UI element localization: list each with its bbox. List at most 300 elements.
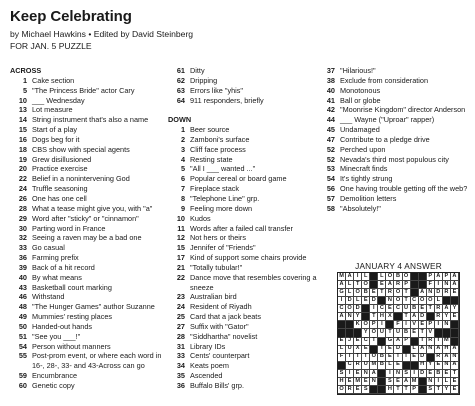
grid-letter-cell: E (354, 386, 362, 394)
clue-text: Ball or globe (340, 95, 381, 105)
clue-number: 37 (326, 66, 335, 75)
clue-number: 17 (176, 253, 185, 263)
grid-letter-cell: L (362, 273, 370, 281)
grid-letter-cell: M (338, 273, 346, 281)
puzzle-title: Keep Celebrating (10, 8, 132, 25)
clue-number: 4 (180, 154, 185, 164)
grid-letter-cell: L (378, 273, 386, 281)
grid-letter-cell: B (411, 305, 419, 313)
grid-letter-cell: T (394, 354, 402, 362)
grid-letter-cell: C (394, 305, 402, 313)
grid-letter-cell: D (419, 354, 427, 362)
clue-item (10, 155, 165, 165)
grid-letter-cell: N (427, 289, 435, 297)
clue-text: Go casual (32, 243, 65, 253)
clue-item (168, 322, 318, 332)
grid-letter-cell: E (362, 346, 370, 354)
grid-letter-cell: G (338, 289, 346, 297)
grid-letter-cell: E (386, 346, 394, 354)
clue-item (168, 194, 318, 204)
clue-item (318, 115, 468, 125)
clue-item (168, 381, 318, 391)
clue-text: Genetic copy (32, 381, 75, 390)
grid-letter-cell: F (427, 281, 435, 289)
grid-letter-cell: A (451, 281, 459, 289)
down-heading: DOWN (168, 115, 192, 125)
clue-number: 55 (18, 351, 27, 361)
grid-letter-cell: Y (362, 329, 370, 337)
clue-number: 31 (176, 341, 185, 351)
clue-number: 52 (326, 154, 335, 164)
grid-letter-cell: E (411, 354, 419, 362)
clue-number: 38 (326, 75, 335, 85)
grid-letter-cell: T (394, 386, 402, 394)
grid-black-square (419, 386, 427, 394)
clue-number: 52 (326, 144, 335, 154)
clue-number: 51 (18, 331, 27, 341)
grid-letter-cell: P (443, 273, 451, 281)
clue-number: 28 (18, 203, 27, 213)
grid-letter-cell: E (370, 289, 378, 297)
grid-letter-cell: D (394, 346, 402, 354)
grid-black-square (370, 386, 378, 394)
grid-letter-cell: P (411, 386, 419, 394)
clue-item (318, 184, 468, 194)
grid-letter-cell: I (435, 281, 443, 289)
clue-item (10, 332, 165, 342)
grid-letter-cell: N (443, 281, 451, 289)
clue-item (168, 292, 318, 302)
clue-number: 63 (176, 85, 185, 95)
spacer (168, 105, 318, 115)
grid-letter-cell: T (427, 305, 435, 313)
clue-text: ___ Wednesday (32, 95, 85, 105)
grid-letter-cell: N (427, 346, 435, 354)
clue-item (168, 135, 318, 145)
grid-letter-cell: P (403, 338, 411, 346)
clue-number: 40 (326, 85, 335, 95)
clue-number: 60 (18, 381, 27, 390)
clue-number: 28 (176, 331, 185, 341)
clue-number: 44 (326, 115, 335, 125)
clue-text: Nevada's third most populous city (340, 154, 449, 164)
clue-text: 911 responders, briefly (190, 95, 264, 105)
answer-title: JANUARY 4 ANSWER (355, 261, 442, 271)
clue-number: 12 (176, 233, 185, 243)
grid-letter-cell: E (362, 378, 370, 386)
clue-text: "Telephone Line" grp. (190, 193, 260, 203)
clue-number: 48 (18, 302, 27, 312)
grid-letter-cell: I (354, 273, 362, 281)
clue-text: Dripping (190, 75, 218, 85)
clue-item (10, 214, 165, 224)
clue-item (318, 145, 468, 155)
grid-letter-cell: E (386, 354, 394, 362)
clue-text: 16-, 28-, 33- and 43-Across can go (32, 361, 145, 371)
clue-item (168, 204, 318, 214)
clue-item (10, 263, 165, 273)
clue-item (168, 332, 318, 342)
clue-item (318, 164, 468, 174)
clue-item (10, 253, 165, 263)
clue-text: What a tease might give you, with "a" (32, 203, 153, 213)
clue-text: Word after "sticky" or "cinnamon" (32, 213, 139, 223)
clue-item (318, 96, 468, 106)
byline: by Michael Hawkins • Edited by David Steinberg (10, 29, 194, 39)
grid-letter-cell: S (403, 370, 411, 378)
grid-letter-cell: L (435, 297, 443, 305)
grid-letter-cell: I (403, 354, 411, 362)
grid-letter-cell: C (338, 305, 346, 313)
clue-number: 42 (326, 105, 335, 115)
grid-letter-cell: N (443, 321, 451, 329)
clue-text: Basketball court marking (32, 282, 112, 292)
clue-number: 5 (180, 164, 185, 174)
clue-text: Seeing a raven may be a bad one (32, 233, 142, 243)
clue-number: 54 (326, 174, 335, 184)
grid-letter-cell: T (354, 354, 362, 362)
clue-item (168, 66, 318, 76)
grid-letter-cell: F (394, 321, 402, 329)
clue-item (10, 204, 165, 214)
grid-letter-cell: E (338, 338, 346, 346)
grid-letter-cell: A (435, 346, 443, 354)
clue-item (168, 263, 318, 273)
grid-letter-cell: E (419, 305, 427, 313)
clue-text: Keats poem (190, 361, 229, 371)
grid-black-square (411, 289, 419, 297)
grid-letter-cell: T (435, 386, 443, 394)
grid-letter-cell: L (386, 362, 394, 370)
grid-black-square (419, 281, 427, 289)
clue-number: 19 (18, 154, 27, 164)
grid-letter-cell: R (435, 354, 443, 362)
clue-item (168, 283, 318, 293)
grid-letter-cell: E (386, 305, 394, 313)
grid-letter-cell: X (386, 313, 394, 321)
clue-number: 3 (180, 144, 185, 154)
clue-number: 46 (18, 292, 27, 302)
clue-number: 35 (176, 371, 185, 381)
clue-text: sneeze (190, 282, 214, 292)
clue-item (168, 243, 318, 253)
clue-number: 6 (180, 174, 185, 184)
clue-number: 41 (326, 95, 335, 105)
clue-number: 10 (18, 95, 27, 105)
clue-item (10, 174, 165, 184)
clue-text: "See you ___!" (32, 331, 81, 341)
grid-letter-cell: P (427, 273, 435, 281)
clue-text: "Moonrise Kingdom" director Anderson (340, 105, 466, 115)
grid-letter-cell: A (451, 346, 459, 354)
grid-letter-cell: H (378, 313, 386, 321)
grid-letter-cell: M (354, 378, 362, 386)
grid-letter-cell: A (370, 370, 378, 378)
grid-black-square (411, 362, 419, 370)
clue-number: 57 (326, 193, 335, 203)
grid-letter-cell: B (378, 362, 386, 370)
grid-letter-cell: C (362, 338, 370, 346)
clue-number: 8 (180, 193, 185, 203)
grid-letter-cell: A (451, 273, 459, 281)
clue-number: 27 (176, 321, 185, 331)
grid-letter-cell: I (338, 297, 346, 305)
clue-number: 10 (176, 213, 185, 223)
clue-text: One has one cell (32, 193, 87, 203)
clue-item (168, 214, 318, 224)
clue-item (318, 105, 468, 115)
across-heading: ACROSS (10, 66, 42, 75)
grid-letter-cell: E (354, 370, 362, 378)
clue-number (10, 361, 32, 371)
grid-letter-cell: Y (427, 362, 435, 370)
grid-letter-cell: A (338, 281, 346, 289)
clue-text: "Hilarious!" (340, 66, 376, 75)
grid-letter-cell: R (346, 386, 354, 394)
clue-item (318, 66, 468, 76)
grid-black-square (378, 386, 386, 394)
grid-letter-cell: A (419, 346, 427, 354)
grid-letter-cell: E (443, 370, 451, 378)
grid-letter-cell: O (394, 289, 402, 297)
clue-text: Ditty (190, 66, 205, 75)
grid-letter-cell: A (443, 354, 451, 362)
clue-text: Handed-out hands (32, 321, 93, 331)
clue-item (168, 86, 318, 96)
clue-number: 14 (18, 115, 27, 125)
clue-text: Lot measure (32, 105, 73, 115)
grid-letter-cell: T (362, 354, 370, 362)
clue-text: Zamboni's surface (190, 134, 250, 144)
grid-letter-cell: F (338, 354, 346, 362)
clue-text: Suffix with "Gator" (190, 321, 249, 331)
clue-item (10, 312, 165, 322)
grid-letter-cell: O (403, 273, 411, 281)
grid-letter-cell: A (394, 338, 402, 346)
grid-black-square (411, 273, 419, 281)
clue-item (168, 125, 318, 135)
grid-letter-cell: O (362, 281, 370, 289)
grid-letter-cell: D (435, 289, 443, 297)
clue-item (168, 312, 318, 322)
clue-item (10, 371, 165, 381)
grid-letter-cell: M (443, 338, 451, 346)
clue-item (168, 155, 318, 165)
clue-text: Belief in a nonintervening God (32, 174, 130, 184)
clue-item (10, 96, 165, 106)
grid-letter-cell: I (370, 305, 378, 313)
grid-letter-cell: R (427, 338, 435, 346)
grid-letter-cell: U (346, 346, 354, 354)
grid-letter-cell: T (378, 289, 386, 297)
clue-text: Mummies' resting places (32, 312, 113, 322)
grid-black-square (362, 305, 370, 313)
clue-item (318, 174, 468, 184)
clue-item (168, 233, 318, 243)
grid-black-square (338, 362, 346, 370)
clue-item (10, 135, 165, 145)
clue-text: String instrument that's also a name (32, 115, 149, 125)
grid-letter-cell: C (346, 362, 354, 370)
grid-letter-cell: H (419, 362, 427, 370)
grid-letter-cell: E (394, 362, 402, 370)
clue-text: Dance move that resembles covering a (190, 272, 317, 282)
clue-item (10, 292, 165, 302)
grid-letter-cell: I (346, 354, 354, 362)
grid-letter-cell: T (419, 329, 427, 337)
clue-number: 1 (180, 125, 185, 135)
clue-item (318, 125, 468, 135)
grid-letter-cell: E (346, 378, 354, 386)
clue-text: By what means (32, 272, 82, 282)
grid-letter-cell: E (362, 297, 370, 305)
grid-letter-cell: S (427, 386, 435, 394)
clue-text: Errors like "yhis" (190, 85, 244, 95)
grid-black-square (451, 321, 459, 329)
clue-number: 64 (176, 95, 185, 105)
clue-text: Minecraft finds (340, 164, 388, 174)
clue-item (10, 243, 165, 253)
clue-number: 24 (176, 302, 185, 312)
clue-item (10, 115, 165, 125)
clue-item (10, 125, 165, 135)
grid-letter-cell: U (394, 329, 402, 337)
grid-letter-cell: T (403, 297, 411, 305)
clue-item (168, 273, 318, 283)
grid-letter-cell: N (362, 370, 370, 378)
grid-letter-cell: E (435, 362, 443, 370)
clue-number: 11 (177, 223, 185, 233)
grid-letter-cell: U (403, 305, 411, 313)
grid-black-square (419, 273, 427, 281)
grid-letter-cell: A (403, 378, 411, 386)
clue-item (318, 135, 468, 145)
grid-letter-cell: H (443, 346, 451, 354)
grid-letter-cell: L (443, 378, 451, 386)
grid-letter-cell: O (338, 386, 346, 394)
clue-item (168, 164, 318, 174)
grid-letter-cell: L (411, 346, 419, 354)
grid-letter-cell: A (419, 289, 427, 297)
clue-text: Parting word in France (32, 223, 106, 233)
clue-number: 20 (18, 164, 27, 174)
grid-letter-cell: A (411, 313, 419, 321)
grid-black-square (378, 370, 386, 378)
clue-item (168, 253, 318, 263)
clue-text: "The Hunger Games" author Suzanne (32, 302, 155, 312)
grid-letter-cell: O (370, 354, 378, 362)
clue-item (10, 164, 165, 174)
grid-letter-cell: N (394, 370, 402, 378)
grid-letter-cell: O (419, 297, 427, 305)
grid-letter-cell: T (378, 346, 386, 354)
down-clues-column (318, 66, 468, 214)
grid-letter-cell: N (443, 362, 451, 370)
grid-letter-cell: E (394, 378, 402, 386)
clue-text: Australian bird (190, 292, 237, 302)
clue-item (10, 322, 165, 332)
grid-letter-cell: T (370, 338, 378, 346)
clue-number: 26 (18, 193, 27, 203)
grid-letter-cell: A (435, 273, 443, 281)
clue-number: 24 (18, 184, 27, 194)
clue-text: Grew disillusioned (32, 154, 92, 164)
clue-text: Kudos (190, 213, 211, 223)
clue-item (10, 76, 165, 86)
grid-letter-cell: R (435, 313, 443, 321)
clue-text: Person without manners (32, 341, 111, 351)
clue-number: 25 (176, 312, 185, 322)
grid-letter-cell: I (403, 321, 411, 329)
clue-item (318, 194, 468, 204)
clue-item (10, 194, 165, 204)
clue-number: 33 (18, 243, 27, 253)
clue-item (10, 342, 165, 352)
clue-item (168, 351, 318, 361)
grid-letter-cell: O (354, 289, 362, 297)
clue-item (168, 371, 318, 381)
clue-number: 22 (176, 272, 185, 282)
clue-text: Withstand (32, 292, 65, 302)
grid-letter-cell: E (427, 370, 435, 378)
clue-number: 49 (18, 312, 27, 322)
clue-item (168, 76, 318, 86)
grid-letter-cell: E (354, 338, 362, 346)
clue-number: 16 (18, 134, 27, 144)
grid-black-square (411, 281, 419, 289)
grid-letter-cell: D (346, 297, 354, 305)
grid-letter-cell: T (403, 289, 411, 297)
grid-black-square (419, 378, 427, 386)
clue-number: 47 (326, 134, 335, 144)
grid-letter-cell: T (451, 370, 459, 378)
clue-text: ___ Wayne ("Uproar" rapper) (340, 115, 435, 125)
clue-item (10, 86, 165, 96)
grid-letter-cell: I (386, 370, 394, 378)
grid-letter-cell: M (411, 378, 419, 386)
clue-item (10, 184, 165, 194)
clue-number: 1 (22, 75, 27, 85)
clue-number: 18 (18, 144, 27, 154)
clue-text: Words after a failed call transfer (190, 223, 293, 233)
clue-item (168, 174, 318, 184)
clue-number: 13 (18, 105, 27, 115)
clue-number: 45 (326, 125, 335, 135)
grid-letter-cell: O (362, 321, 370, 329)
grid-letter-cell: T (403, 386, 411, 394)
clue-text: Jennifer of "Friends" (190, 243, 256, 253)
clue-number: 33 (176, 351, 185, 361)
grid-letter-cell: R (354, 362, 362, 370)
clue-text: Demolition letters (340, 193, 397, 203)
grid-letter-cell: U (362, 362, 370, 370)
clue-item (318, 86, 468, 96)
grid-letter-cell: K (354, 321, 362, 329)
clue-number: 62 (176, 75, 185, 85)
clue-number: 43 (18, 282, 27, 292)
clue-number: 15 (176, 243, 185, 253)
grid-letter-cell: S (338, 370, 346, 378)
clue-item (10, 351, 165, 361)
grid-letter-cell: E (451, 313, 459, 321)
grid-letter-cell: G (386, 338, 394, 346)
clue-text: Monotonous (340, 85, 381, 95)
clue-text: Feeling more down (190, 203, 253, 213)
grid-letter-cell: N (370, 378, 378, 386)
clue-number: 32 (18, 233, 27, 243)
grid-letter-cell: Y (443, 313, 451, 321)
grid-letter-cell: O (427, 297, 435, 305)
